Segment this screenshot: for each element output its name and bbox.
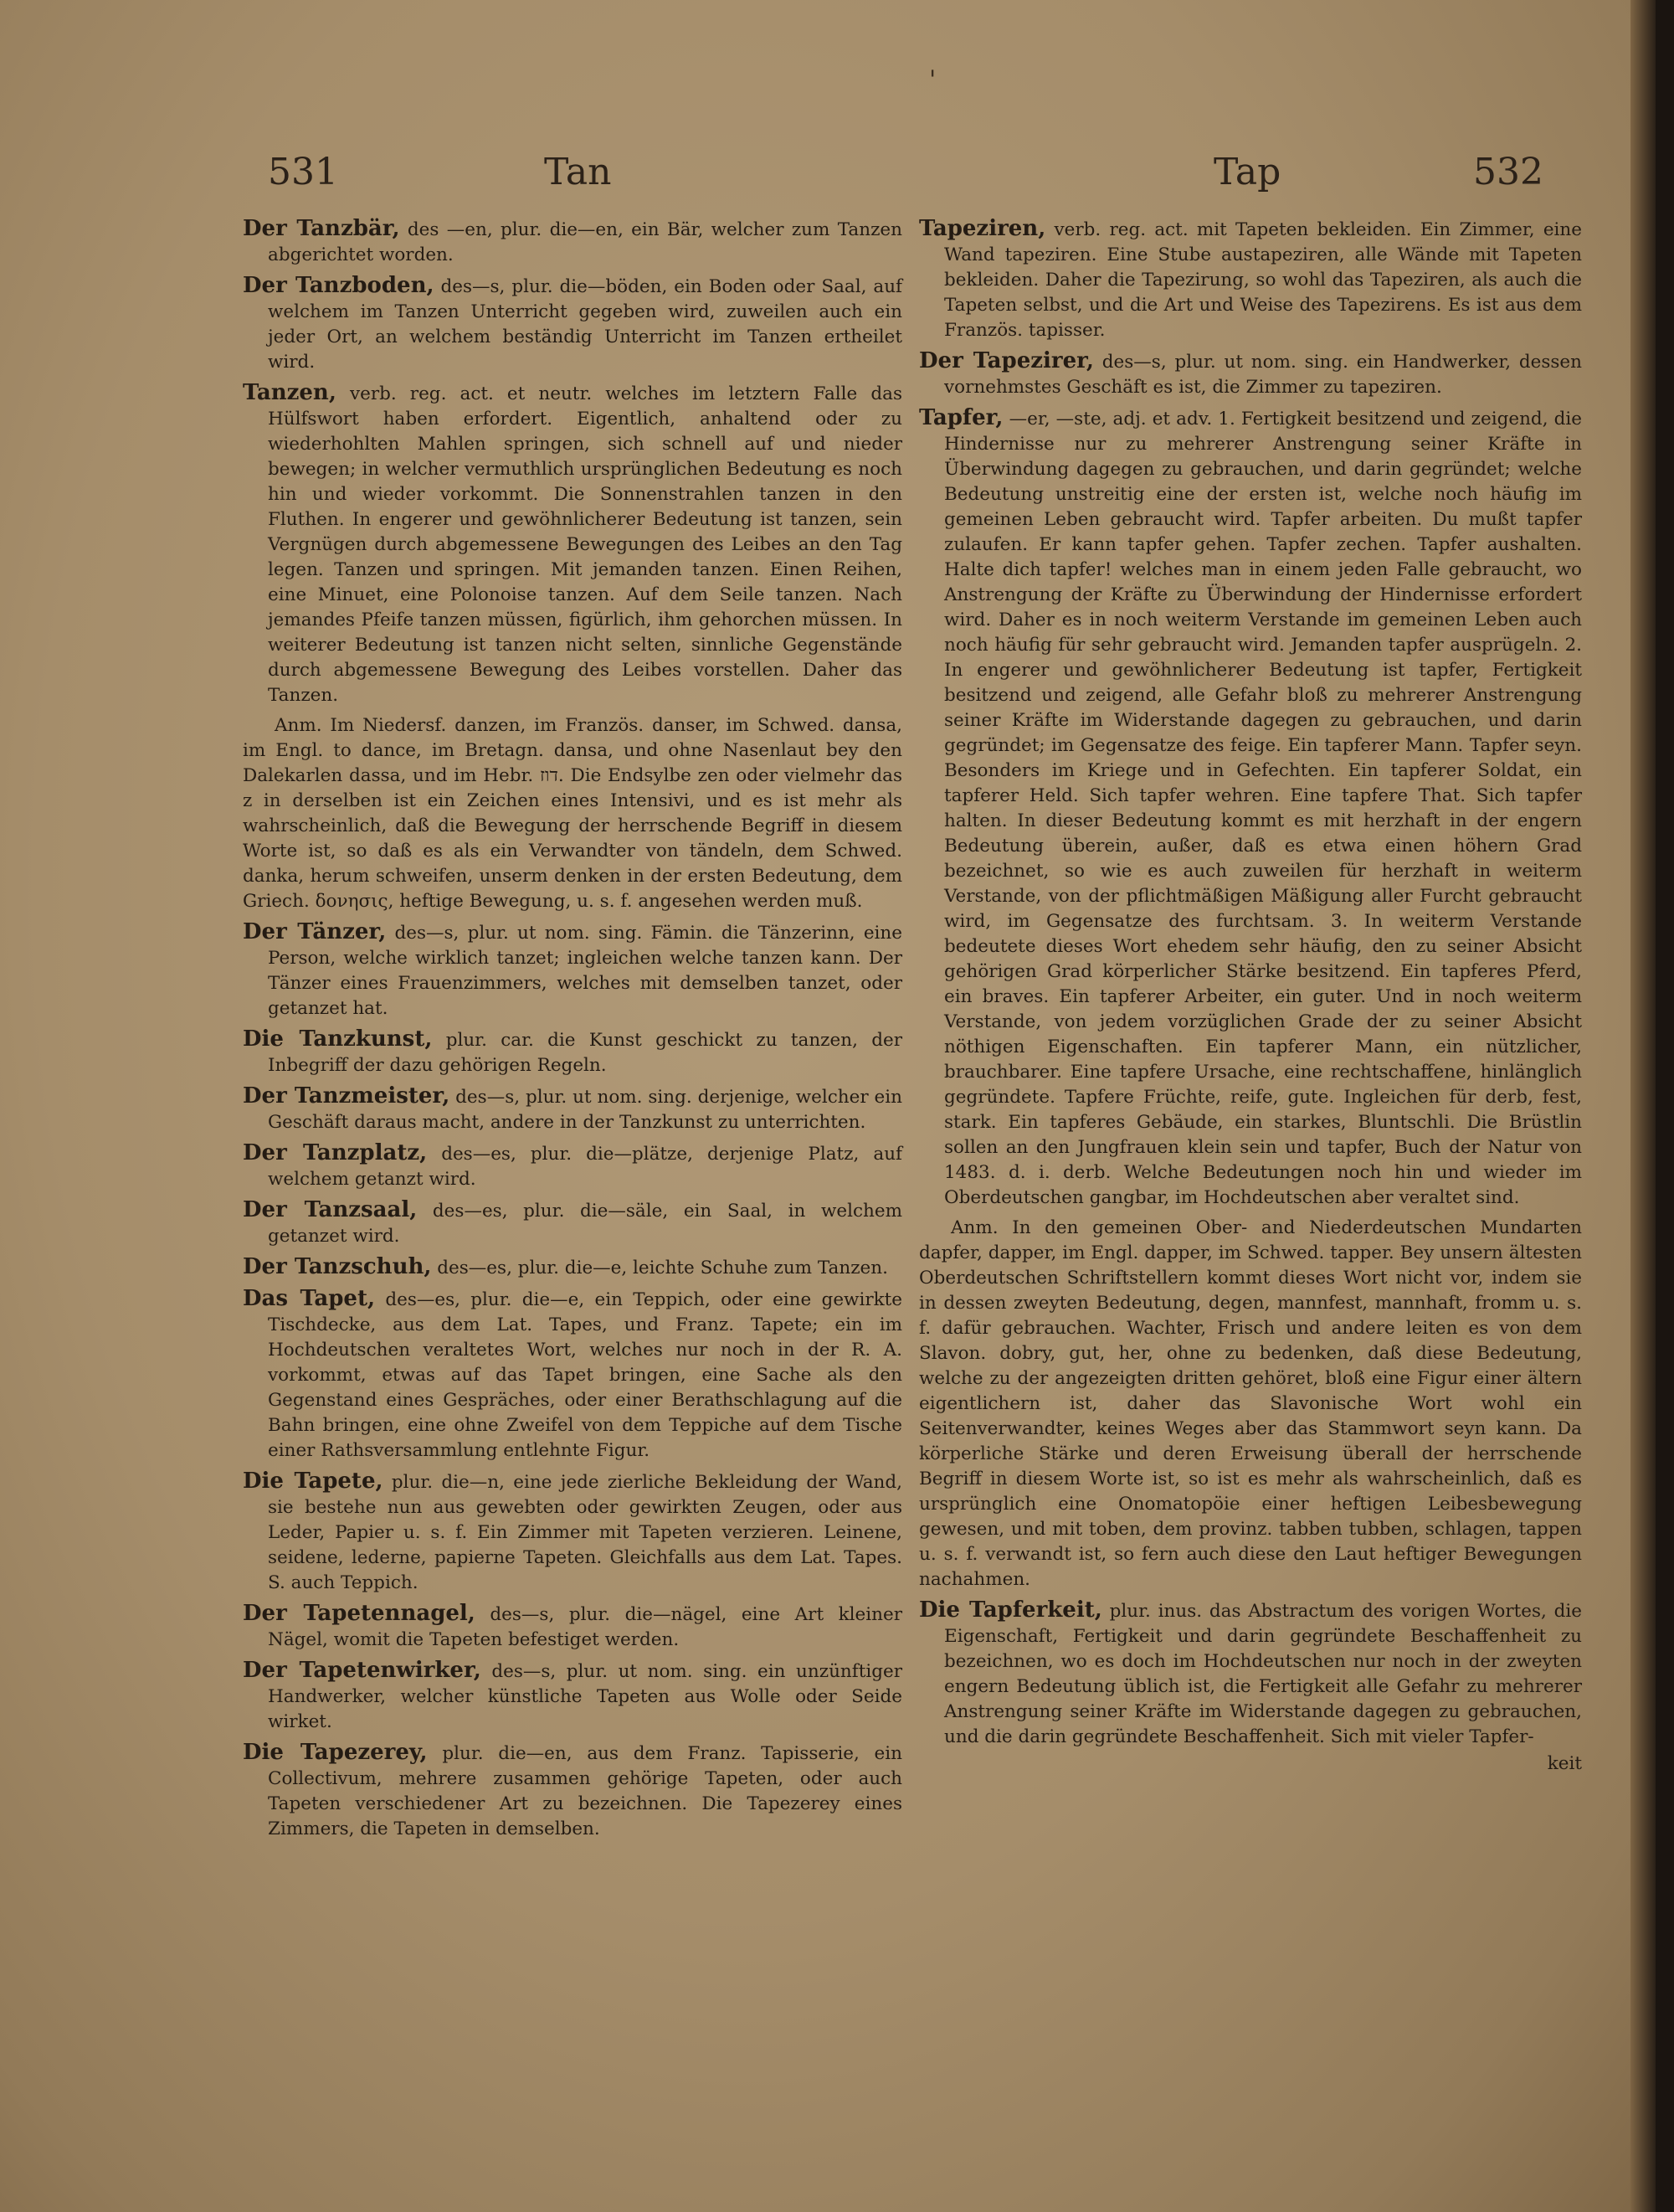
entry-headword: Der Tanzplatz, [243,1140,428,1165]
entry-text: Anm. In den gemeinen Ober- and Niederdeutschen Mundarten dapfer, dapper, im Engl. dapper, im Schwed. tapper. Bey unsern ältesten Oberdeutschen Schriftstellern kommt dieses Wort nicht vor, indem sie in dessen zweyten Bedeutung, degen, mannfest, mannhaft, fromm u. s. f. dafür gebrauchen. Wachter, Frisch und andere leiten es von dem Slavon. dobry, gut, her, ohne zu bedenken, daß diese Bedeutung, welche zu der angezeigten dritten gehöret, bloß eine Figur einer ältern eigentlichern ist, daher das Slavonische Wort wohl ein Seitenverwandter, keines Weges aber das Stammwort seyn kann. Da körperliche Stärke und deren Erweisung überall der herrschende Begriff in diesem Worte ist, so ist es mehr als wahrscheinlich, daß es ursprünglich eine Onomatopöie einer heftigen Leibesbewegung gewesen, und mit toben, dem provinz. tabben tubben, schlagen, tappen u. s. f. verwandt ist, so fern auch diese den Laut heftiger Bewegungen nachahmen. [919,1217,1582,1590]
entry-text: plur. die—en, aus dem Franz. Tapisserie, ein Collectivum, mehrere zusammen gehörige Tapeten, oder auch Tapeten verschiedener Art zu bezeichnen. Die Tapezerey eines Zimmers, die Tapeten in demselben. [268,1743,902,1839]
entry-headword: Der Tanzsaal, [243,1197,418,1222]
left-column [243,216,902,1847]
entry-text: des—es, plur. die—säle, ein Saal, in welchem getanzet wird. [268,1201,902,1247]
entry-headword: Der Tanzschuh, [243,1254,432,1279]
page-number-right: 532 [1473,151,1543,193]
page-number-left: 531 [268,151,338,193]
right-column [919,216,1582,1777]
entry-headword: Die Tapferkeit, [919,1597,1102,1623]
entry-text: plur. die—n, eine jede zierliche Bekleidung der Wand, sie bestehe nun aus gewebten oder gewirkten Zeugen, oder aus Leder, Papier u. s. f. Ein Zimmer mit Tapeten verzieren. Leinene, seidene, lederne, papierne Tapeten. Gleichfalls aus dem Lat. Tapes. S. auch Teppich. [268,1472,902,1593]
entry-text: —er, —ste, adj. et adv. 1. Fertigkeit besitzend und zeigend, die Hindernisse nur zu mehrerer Anstrengung seiner Kräfte in Überwindung dagegen zu gebrauchen, und darin gegründet; welche Bedeutung unstreitig eine der ersten ist, welche noch häufig im gemeinen Leben gebraucht wird. Tapfer arbeiten. Du mußt tapfer zulaufen. Er kann tapfer gehen. Tapfer zechen. Tapfer aushalten. Halte dich tapfer! welches man in einem jeden Falle gebraucht, wo Anstrengung der Kräfte zu Überwindung der Hindernisse erfordert wird. Daher es in noch weiterm Verstande im gemeinen Leben auch noch häufig für sehr gebraucht wird. Jemanden tapfer ausprügeln. 2. In engerer und gewöhnlicherer Bedeutung ist tapfer, Fertigkeit besitzend und zeigend, alle Gefahr bloß zu mehrerer Anstrengung seiner Kräfte im Widerstande dagegen zu gebrauchen, und darin gegründet; im Gegensatze des feige. Ein tapferer Mann. Tapfer seyn. Besonders im Kriege und in Gefechten. Ein tapferer Soldat, ein tapferer Held. Sich tapfer wehren. Eine tapfere That. Sich tapfer halten. In dieser Bedeutung kommt es mit herzhaft in der engern Bedeutung überein, außer, daß es etwa einen höhern Grad bezeichnet, so wie es auch zuweilen für herzhaft in weiterm Verstande, von der pflichtmäßigen Mäßigung aller Furcht gebraucht wird, im Gegensatze des furchtsam. 3. In weiterm Verstande bedeutete dieses Wort ehedem sehr häufig, den zu seiner Absicht gehörigen Grad körperlicher Stärke besitzend. Ein tapferes Pferd, ein braves. Ein tapferer Arbeiter, ein guter. Und in noch weiterm Verstande, von jedem vorzüglichen Grade der zu seiner Absicht nöthigen Eigenschaften. Ein tapferer Mann, ein nützlicher, brauchbarer. Eine tapfere Ursache, eine rechtschaffene, hinlänglich gegründete. Tapfere Früchte, reife, gute. Ingleichen für derb, fest, stark. Ein tapferes Gebäude, ein starkes, Bluntschli. Die Brüstlin sollen an den Jungfrauen klein sein und tapfer, Buch der Natur von 1483. d. i. derb. Welche Bedeutungen noch hin und wieder im Oberdeutschen gangbar, im Hochdeutschen aber veraltet sind. [944,409,1582,1208]
entry-text: Anm. Im Niedersf. danzen, im Französ. danser, im Schwed. dansa, im Engl. to dance, im Bretagn. dansa, und ohne Nasenlaut bey den Dalekarlen dassa, und im Hebr. דוז. Die Endsylbe zen oder vielmehr das z in derselben ist ein Zeichen eines Intensivi, und es ist mehr als wahrscheinlich, daß die Bewegung der herrschende Begriff in diesem Worte ist, so daß es als ein Verwandter von tändeln, dem Schwed. danka, herum schweifen, unserm denken in der ersten Bedeutung, dem Griech. δονησις, heftige Bewegung, u. s. f. angesehen werden muß. [243,715,902,912]
entry-headword: Tapeziren, [919,216,1046,241]
entry-headword: Tapfer, [919,405,1004,430]
dictionary-entry [919,348,1582,400]
dictionary-entry [919,405,1582,1211]
dictionary-entry [243,1601,902,1653]
entry-headword: Der Tapetenwirker, [243,1658,481,1683]
entry-headword: Die Tanzkunst, [243,1026,433,1052]
dictionary-entry [243,1197,902,1249]
entry-text: des—s, plur. die—nägel, eine Art kleiner Nägel, womit die Tapeten befestiget werden. [268,1604,902,1650]
dictionary-entry [243,1026,902,1078]
dictionary-note [919,1216,1582,1592]
entry-headword: Der Tanzmeister, [243,1083,450,1109]
dictionary-entry [243,273,902,375]
entry-text: des—es, plur. die—plätze, derjenige Platz, auf welchem getanzt wird. [268,1144,902,1190]
entry-headword: Der Tanzbär, [243,216,400,241]
entry-text: des—es, plur. die—e, ein Teppich, oder eine gewirkte Tischdecke, aus dem Lat. Tapes, und Franz. Tapete; ein im Hochdeutschen veraltetes Wort, welches nur noch in der R. A. vorkommt, etwas auf das Tapet bringen, eine Sache als den Gegenstand eines Gespräches, oder einer Berathschlagung auf die Bahn bringen, eine ohne Zweifel von dem Teppiche auf dem Tische einer Rathsversammlung entlehnte Figur. [268,1289,902,1461]
dictionary-entry [243,1740,902,1842]
keyword-right: Tap [1214,151,1281,193]
dictionary-entry [243,1658,902,1735]
entry-text: des—s, plur. ut nom. sing. ein unzünftiger Handwerker, welcher künstliche Tapeten aus Wolle oder Seide wirket. [268,1661,903,1732]
entry-text: des—s, plur. ut nom. sing. Fämin. die Tänzerinn, eine Person, welche wirklich tanzet; ingleichen welche tanzen kann. Der Tänzer eines Frauenzimmers, welches mit demselben tanzet, oder getanzet hat. [268,923,902,1019]
ink-mark: ' [929,65,937,95]
dictionary-entry [243,1254,902,1281]
entry-headword: Der Tapezirer, [919,348,1094,373]
entry-text: des—s, plur. die—böden, ein Boden oder Saal, auf welchem im Tanzen Unterricht gegeben wird, zuweilen auch ein jeder Ort, an welchem beständig Unterricht im Tanzen ertheilet wird. [268,276,902,373]
entry-headword: Das Tapet, [243,1286,376,1311]
entry-text: plur. inus. das Abstractum des vorigen Wortes, die Eigenschaft, Fertigkeit und darin gegründete Beschaffenheit zu bezeichnen, wo es doch im Hochdeutschen nur noch in der zweyten engern Bedeutung üblich ist, die Fertigkeit alle Gefahr zu mehrerer Anstrengung seiner Kräfte im Widerstande dagegen zu gebrauchen, und die darin gegründete Beschaffenheit. Sich mit vieler Tapfer- [944,1601,1582,1747]
entry-headword: Der Tanzboden, [243,273,434,298]
dictionary-entry [243,1286,902,1464]
entry-text: des —en, plur. die—en, ein Bär, welcher zum Tanzen abgerichtet worden. [268,219,902,265]
dictionary-entry [243,919,902,1021]
entry-text: des—es, plur. die—e, leichte Schuhe zum Tanzen. [431,1258,888,1278]
entry-text: des—s, plur. ut nom. sing. ein Handwerker, dessen vornehmstes Geschäft es ist, die Zimmer zu tapeziren. [944,352,1582,398]
dictionary-entry [243,1469,902,1596]
catchword: keit [1547,1753,1582,1774]
page-binding-edge [1630,0,1656,2212]
dictionary-entry [919,216,1582,343]
entry-headword: Der Tapetennagel, [243,1601,475,1626]
entry-text: verb. reg. act. mit Tapeten bekleiden. Ein Zimmer, eine Wand tapeziren. Eine Stube austapeziren, alle Wände mit Tapeten bekleiden. Daher die Tapezirung, so wohl das Tapeziren, als auch die Tapeten selbst, und die Art und Weise des Tapezirens. Es ist aus dem Französ. tapisser. [944,219,1582,341]
entry-headword: Der Tänzer, [243,919,387,944]
dictionary-entry [243,1083,902,1135]
entry-headword: Tanzen, [243,380,336,405]
entry-headword: Die Tapezerey, [243,1740,428,1765]
entry-text: verb. reg. act. et neutr. welches im letztern Falle das Hülfswort haben erfordert. Eigentlich, anhaltend oder zu wiederhohlten Mahlen springen, sich schnell auf und nieder bewegen; in welcher vermuthlich ursprünglichen Bedeutung es noch hin und wieder vorkommt. Die Sonnenstrahlen tanzen in den Fluthen. In engerer und gewöhnlicherer Bedeutung ist tanzen, sein Vergnügen durch abgemessene Bewegungen des Leibes an den Tag legen. Tanzen und springen. Mit jemanden tanzen. Einen Reihen, eine Minuet, eine Polonoise tanzen. Auf dem Seile tanzen. Nach jemandes Pfeife tanzen müssen, figürlich, ihm gehorchen müssen. In weiterer Bedeutung ist tanzen nicht selten, sinnliche Gegenstände durch abgemessene Bewegung des Leibes vorstellen. Daher das Tanzen. [268,383,902,706]
keyword-left: Tan [544,151,612,193]
dictionary-entry [243,380,902,708]
running-header [268,151,1590,201]
dictionary-entry [919,1597,1582,1750]
entry-text: des—s, plur. ut nom. sing. derjenige, welcher ein Geschäft daraus macht, andere in der Tanzkunst zu unterrichten. [268,1087,902,1133]
entry-headword: Die Tapete, [243,1469,383,1494]
dictionary-note [243,713,902,914]
dictionary-entry [243,1140,902,1192]
dictionary-entry [243,216,902,268]
entry-text: plur. car. die Kunst geschickt zu tanzen, der Inbegriff der dazu gehörigen Regeln. [268,1030,902,1076]
